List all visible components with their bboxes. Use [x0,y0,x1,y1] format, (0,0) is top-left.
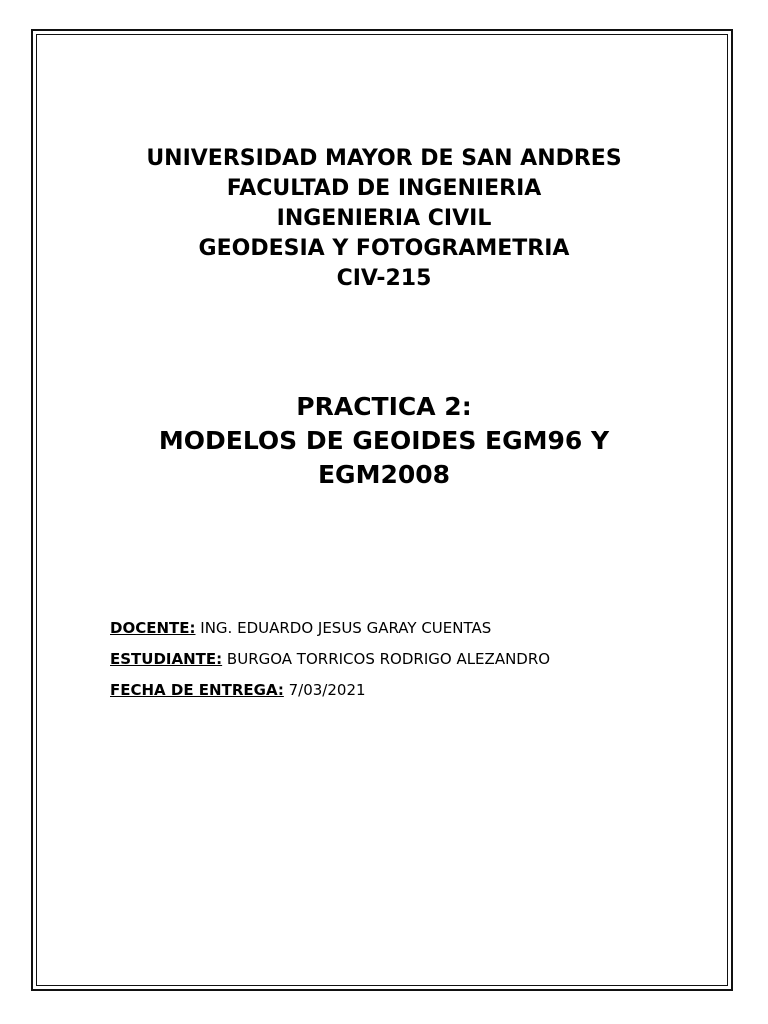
info-section [110,613,710,706]
institution-header [0,144,768,294]
teacher-value: ING. EDUARDO JESUS GARAY CUENTAS [200,619,492,637]
student-row [110,644,710,675]
subject-name: GEODESIA Y FOTOGRAMETRIA [198,236,570,261]
course-code: CIV-215 [336,266,432,291]
teacher-label: DOCENTE: [110,619,196,637]
date-row [110,675,710,706]
teacher-row [110,613,710,644]
faculty-name: FACULTAD DE INGENIERIA [226,176,542,201]
date-label: FECHA DE ENTREGA: [110,681,284,699]
date-value: 7/03/2021 [288,681,366,699]
student-label: ESTUDIANTE: [110,650,223,668]
university-name: UNIVERSIDAD MAYOR DE SAN ANDRES [146,146,622,171]
student-value: BURGOA TORRICOS RODRIGO ALEZANDRO [226,650,551,668]
title-line-2: MODELOS DE GEOIDES EGM96 Y [158,426,610,455]
title-line-3: EGM2008 [317,460,451,489]
document-title [0,390,768,492]
career-name: INGENIERIA CIVIL [276,206,492,231]
title-line-1: PRACTICA 2: [296,392,472,421]
